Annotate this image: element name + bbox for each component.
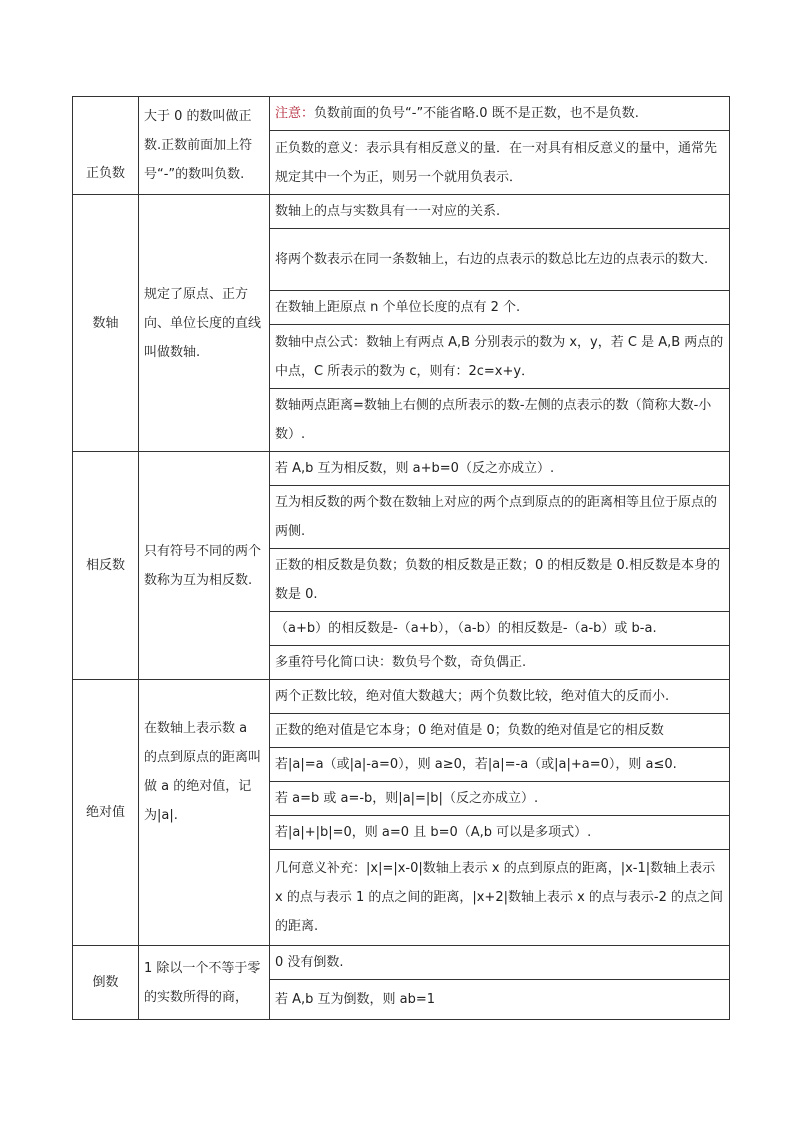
note-cell: 正负数的意义：表示具有相反意义的量．在一对具有相反意义的量中，通常先规定其中一个为正，则另一个就用负表示． bbox=[270, 131, 730, 195]
note-cell: 多重符号化简口诀：数负号个数，奇负偶正. bbox=[270, 646, 730, 680]
note-cell: 互为相反数的两个数在数轴上对应的两个点到原点的的距离相等且位于原点的两侧. bbox=[270, 486, 730, 549]
note-cell: 几何意义补充：|x|=|x-0|数轴上表示 x 的点到原点的距离，|x-1|数轴上表示 x 的点与表示 1 的点之间的距离，|x+2|数轴上表示 x 的点与表示-2 的点之间的距离. bbox=[270, 850, 730, 946]
note-cell: 数轴两点距离=数轴上右侧的点所表示的数-左侧的点表示的数（简称大数-小数）. bbox=[270, 389, 730, 452]
note-cell: 若|a|=a（或|a|-a=0），则 a≥0，若|a|=-a（或|a|+a=0），则 a≤0. bbox=[270, 748, 730, 782]
definition-cell: 大于 0 的数叫做正数.正数前面加上符号“-”的数叫负数. bbox=[139, 97, 270, 195]
note-cell: （a+b）的相反数是-（a+b），（a-b）的相反数是-（a-b）或 b-a. bbox=[270, 612, 730, 646]
note-cell: 两个正数比较，绝对值大数越大；两个负数比较，绝对值大的反而小. bbox=[270, 680, 730, 714]
note-cell: 若 a=b 或 a=-b，则|a|=|b|（反之亦成立）. bbox=[270, 782, 730, 816]
note-cell: 若 A,b 互为相反数，则 a+b=0（反之亦成立）. bbox=[270, 452, 730, 486]
note-cell: 将两个数表示在同一条数轴上，右边的点表示的数总比左边的点表示的数大. bbox=[270, 229, 730, 291]
note-cell: 0 没有倒数. bbox=[270, 946, 730, 980]
note-cell: 正数的相反数是负数；负数的相反数是正数；0 的相反数是 0.相反数是本身的数是 0. bbox=[270, 549, 730, 612]
definition-cell: 只有符号不同的两个数称为互为相反数. bbox=[139, 452, 270, 680]
note-cell: 数轴中点公式：数轴上有两点 A,B 分别表示的数为 x，y，若 C 是 A,B 两点的中点，C 所表示的数为 c，则有：2c=x+y． bbox=[270, 325, 730, 389]
note-cell: 正数的绝对值是它本身；0 绝对值是 0；负数的绝对值是它的相反数 bbox=[270, 714, 730, 748]
topic-cell: 绝对值 bbox=[73, 680, 139, 946]
definition-cell: 规定了原点、正方向、单位长度的直线叫做数轴. bbox=[139, 195, 270, 452]
topic-cell: 相反数 bbox=[73, 452, 139, 680]
math-notes-table bbox=[72, 96, 730, 1020]
note-cell: 数轴上的点与实数具有一一对应的关系. bbox=[270, 195, 730, 229]
note-cell: 若|a|+|b|=0，则 a=0 且 b=0（A,b 可以是多项式）. bbox=[270, 816, 730, 850]
topic-cell: 数轴 bbox=[73, 195, 139, 452]
definition-cell: 1 除以一个不等于零的实数所得的商， bbox=[139, 946, 270, 1020]
topic-cell: 正负数 bbox=[73, 97, 139, 195]
note-cell: 在数轴上距原点 n 个单位长度的点有 2 个. bbox=[270, 291, 730, 325]
definition-cell: 在数轴上表示数 a 的点到原点的距离叫做 a 的绝对值，记为|a|. bbox=[139, 680, 270, 946]
note-cell bbox=[270, 97, 730, 131]
topic-cell: 倒数 bbox=[73, 946, 139, 1020]
note-text: 负数前面的负号“-”不能省略.0 既不是正数，也不是负数. bbox=[314, 106, 639, 121]
attention-label: 注意： bbox=[275, 106, 315, 121]
note-cell: 若 A,b 互为倒数，则 ab=1 bbox=[270, 980, 730, 1020]
